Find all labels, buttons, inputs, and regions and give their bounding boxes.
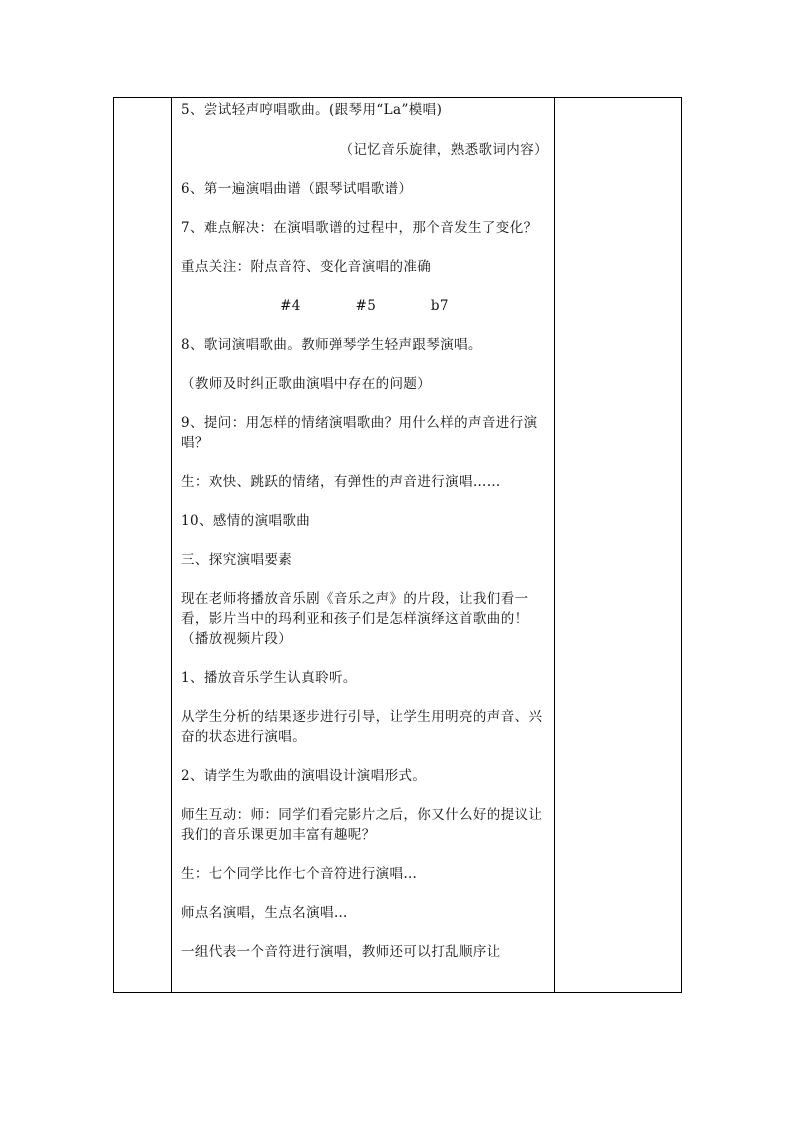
step-9-answer: 生：欢快、跳跃的情绪，有弹性的声音进行演唱…… [181, 474, 501, 490]
design-form-text: 2、请学生为歌曲的演唱设计演唱形式。 [181, 768, 427, 784]
step-5-note: （记忆音乐旋律，熟悉歌词内容） [339, 142, 548, 158]
lesson-table [113, 97, 682, 993]
accidental-notes [181, 296, 548, 316]
step-8-note: （教师及时纠正歌曲演唱中存在的问题） [181, 376, 432, 392]
interaction-text: 师生互动：师：同学们看完影片之后，你又什么好的提议让我们的音乐课更加丰富有趣呢？ [181, 807, 543, 843]
note-sharp-4: #4 [280, 298, 301, 314]
right-column-cell [555, 98, 682, 993]
listen-step-text: 1、播放音乐学生认真聆听。 [181, 670, 357, 686]
key-focus-text: 重点关注：附点音符、变化音演唱的准确 [181, 259, 432, 275]
step-10-text: 10、感情的演唱歌曲 [181, 513, 311, 529]
step-8-text: 8、歌词演唱歌曲。教师弹琴学生轻声跟琴演唱。 [181, 337, 482, 353]
student-answer-text: 生：七个同学比作七个音符进行演唱… [181, 866, 418, 882]
step-7-text: 7、难点解决：在演唱歌谱的过程中，那个音发生了变化？ [181, 220, 538, 236]
group-note-text: 一组代表一个音符进行演唱，教师还可以打乱顺序让 [181, 944, 501, 960]
note-sharp-5: #5 [355, 298, 377, 314]
lesson-content [172, 100, 554, 962]
guidance-text: 从学生分析的结果逐步进行引导，让学生用明亮的声音、兴奋的状态进行演唱。 [181, 709, 543, 745]
video-intro-text: 现在老师将播放音乐剧《音乐之声》的片段，让我们看一看，影片当中的玛利亚和孩子们是怎样演绎这首歌曲的！（播放视频片段） [181, 591, 529, 647]
process-content-cell [172, 98, 555, 993]
section-3-heading: 三、探究演唱要素 [181, 552, 293, 568]
note-flat-7: b7 [430, 298, 449, 314]
step-9-question: 9、提问：用怎样的情绪演唱歌曲？用什么样的声音进行演唱？ [181, 415, 538, 451]
step-6-text: 6、第一遍演唱曲谱（跟琴试唱歌谱） [181, 181, 413, 197]
roll-call-text: 师点名演唱，生点名演唱… [181, 905, 348, 921]
step-5-text: 5、尝试轻声哼唱歌曲。(跟琴用“La”模唱) [181, 102, 443, 118]
left-column-cell [114, 98, 172, 993]
